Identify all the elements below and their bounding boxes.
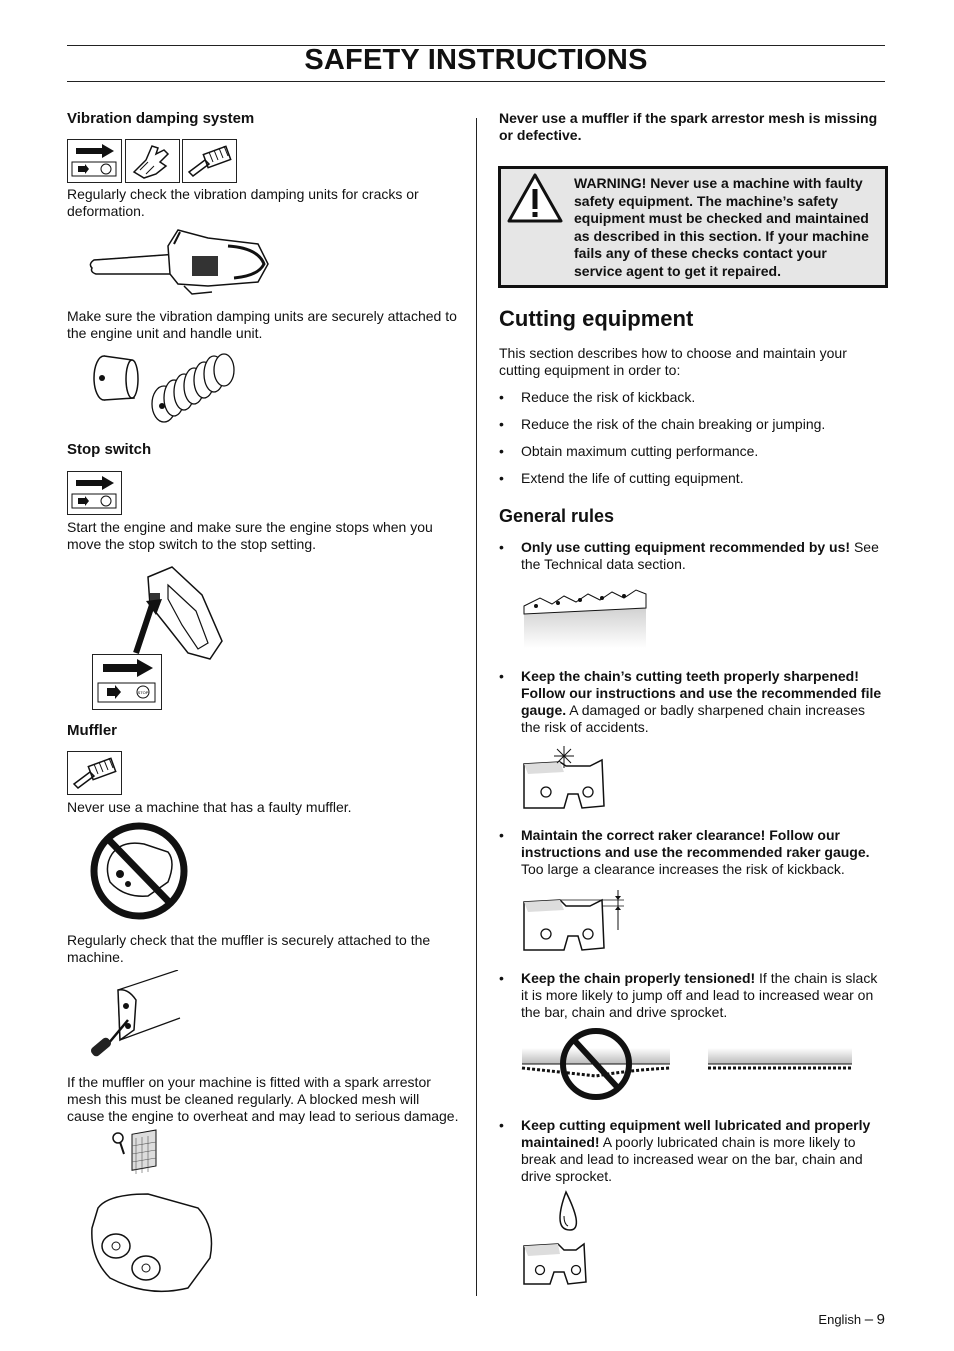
chain-illustration bbox=[522, 580, 648, 648]
rule-bold: Keep cutting equipment well lubricated and properly maintained! bbox=[521, 1117, 871, 1150]
muffler-heading: Muffler bbox=[67, 722, 117, 739]
page-title: SAFETY INSTRUCTIONS bbox=[304, 44, 648, 76]
brush-icon bbox=[182, 139, 237, 183]
warning-box bbox=[498, 166, 888, 288]
rule-item bbox=[521, 668, 885, 736]
goal-bullet: • bbox=[499, 389, 504, 405]
goal-item: Obtain maximum cutting performance. bbox=[521, 443, 759, 459]
column-divider bbox=[476, 118, 477, 1296]
vibration-text-1: Regularly check the vibration damping units for cracks or deformation. bbox=[67, 186, 419, 219]
stop-switch-heading: Stop switch bbox=[67, 441, 152, 458]
goal-item: Reduce the risk of kickback. bbox=[521, 389, 696, 405]
rule-item bbox=[521, 970, 885, 1021]
lubrication-illustration bbox=[520, 1190, 592, 1288]
rule-bullet: • bbox=[499, 539, 504, 555]
footer-language: English bbox=[818, 1312, 862, 1327]
muffler-brush-icon bbox=[67, 751, 122, 795]
rule-bold: Only use cutting equipment recommended by us! bbox=[521, 539, 851, 555]
stop-switch-symbol-icon bbox=[67, 471, 122, 515]
rule-text: A damaged or badly sharpened chain increases the risk of accidents. bbox=[521, 702, 865, 735]
warning-text: WARNING! Never use a machine with faulty safety equipment. The machine’s safety equipment must be checked and maintained as described in this section. If your machine fails any of these checks contact your service agent to get it repaired. bbox=[574, 175, 869, 279]
stop-switch-enlarged-icon bbox=[92, 654, 162, 710]
spark-arrestor-illustration bbox=[88, 1128, 218, 1298]
page-footer bbox=[818, 1311, 885, 1328]
warning-triangle-icon bbox=[505, 171, 565, 227]
goal-bullet: • bbox=[499, 416, 504, 432]
rule-text: Too large a clearance increases the risk of kickback. bbox=[521, 861, 845, 877]
muffler-attachment-illustration bbox=[88, 970, 198, 1065]
vibration-heading: Vibration damping system bbox=[67, 110, 255, 127]
general-rules-heading: General rules bbox=[499, 506, 615, 526]
rule-bullet: • bbox=[499, 970, 504, 986]
rule-bullet: • bbox=[499, 668, 504, 684]
rule-text: See the Technical data section. bbox=[521, 539, 879, 572]
header-rule-bottom bbox=[67, 81, 885, 82]
damper-illustration bbox=[88, 348, 248, 428]
rule-item bbox=[521, 827, 885, 878]
page-number: 9 bbox=[876, 1311, 885, 1328]
footer-separator: – bbox=[864, 1311, 874, 1328]
raker-clearance-illustration bbox=[520, 888, 630, 954]
tensioned-chain-illustration bbox=[706, 1046, 854, 1076]
rule-bold: Keep the chain’s cutting teeth properly sharpened! Follow our instructions and use the recommended file gauge. bbox=[521, 668, 882, 718]
chainsaw-illustration bbox=[88, 224, 278, 299]
rule-text: If the chain is slack it is more likely to jump off and lead to increased wear on the bar, chain and drive sprocket. bbox=[521, 970, 878, 1020]
glove-icon bbox=[125, 139, 180, 183]
goal-item: Extend the life of cutting equipment. bbox=[521, 470, 744, 486]
cutting-equipment-heading: Cutting equipment bbox=[499, 306, 694, 331]
switch-symbol-icon bbox=[67, 139, 122, 183]
faulty-muffler-prohibited-icon bbox=[88, 822, 190, 920]
rule-bullet: • bbox=[499, 1117, 504, 1133]
sharpened-tooth-illustration bbox=[520, 742, 608, 812]
muffler-text-3: If the muffler on your machine is fitted with a spark arrestor mesh this must be cleaned regularly. A blocked mesh will cause the engine to overheat and may lead to serious damage. bbox=[67, 1074, 459, 1124]
stop-switch-text: Start the engine and make sure the engine stops when you move the stop switch to the stop setting. bbox=[67, 519, 433, 552]
cutting-intro: This section describes how to choose and maintain your cutting equipment in order to: bbox=[499, 345, 847, 378]
rule-item bbox=[521, 1117, 885, 1185]
rule-bullet: • bbox=[499, 827, 504, 843]
vibration-text-2: Make sure the vibration damping units are securely attached to the engine unit and handle unit. bbox=[67, 308, 457, 341]
spark-arrestor-warning: Never use a muffler if the spark arrestor mesh is missing or defective. bbox=[499, 110, 878, 143]
goal-bullet: • bbox=[499, 443, 504, 459]
muffler-text-2: Regularly check that the muffler is securely attached to the machine. bbox=[67, 932, 431, 965]
rule-item bbox=[521, 539, 885, 573]
stop-label: STOP bbox=[137, 690, 149, 695]
rule-bold: Keep the chain properly tensioned! bbox=[521, 970, 756, 986]
goal-bullet: • bbox=[499, 470, 504, 486]
goal-item: Reduce the risk of the chain breaking or jumping. bbox=[521, 416, 826, 432]
muffler-text-1: Never use a machine that has a faulty muffler. bbox=[67, 799, 352, 815]
rule-bold: Maintain the correct raker clearance! Follow our instructions and use the recommended raker gauge. bbox=[521, 827, 870, 860]
rule-text: A poorly lubricated chain is more likely to break and lead to increased wear on the bar, chain and drive sprocket. bbox=[521, 1134, 863, 1184]
slack-chain-prohibited-illustration bbox=[520, 1026, 672, 1102]
